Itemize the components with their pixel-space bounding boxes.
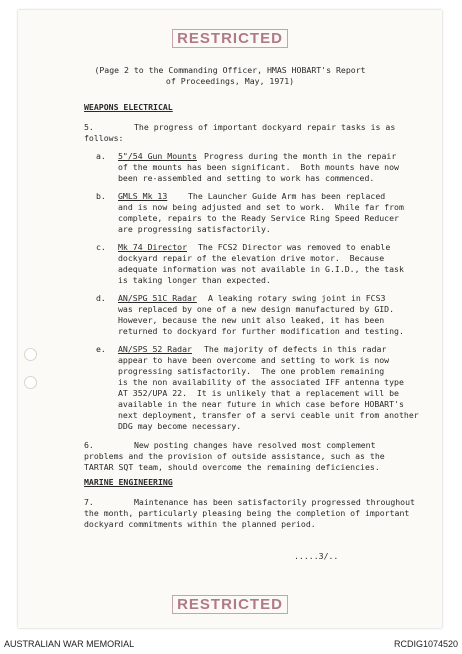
restricted-stamp-bottom: RESTRICTED — [18, 596, 442, 613]
punch-hole-icon — [24, 348, 37, 361]
item-line: are progressing satisfactorily. — [118, 224, 271, 234]
para7-line: Maintenance has been satisfactorily progressed throughout — [134, 497, 415, 507]
para6-number: 6. — [84, 440, 94, 450]
item-title: AN/SPG 51C Radar — [118, 293, 197, 303]
heading-line-2: of Proceedings, May, 1971) — [165, 76, 295, 86]
item-label: a. — [96, 151, 106, 161]
section-weapons-electrical: WEAPONS ELECTRICAL — [84, 102, 173, 112]
item-label: c. — [96, 242, 106, 252]
item-line: adequate information was not available in G.I.D., the task — [118, 264, 404, 274]
item-line: DDG may become necessary. — [118, 421, 242, 431]
restricted-stamp-top: RESTRICTED — [18, 30, 442, 47]
item-title: Mk 74 Director — [118, 242, 188, 252]
footer-source: AUSTRALIAN WAR MEMORIAL — [4, 639, 135, 649]
item-line: Progress during the month in the repair — [204, 151, 397, 161]
item-line: returned to dockyard for further modification and testing. — [118, 326, 404, 336]
item-line: A leaking rotary swing joint in FCS3 — [208, 293, 386, 303]
item-line: was replaced by one of a new design manufactured by GID. — [118, 304, 395, 314]
item-line: available in the near future in which case before HOBART's — [118, 399, 404, 409]
item-line: next deployment, transfer of a servi ceable unit from another — [118, 410, 419, 420]
item-line: dockyard repair of the elevation drive motor. Because — [118, 253, 385, 263]
para7-number: 7. — [84, 497, 94, 507]
continuation-marker: .....3/.. — [294, 551, 339, 561]
item-line: of the mounts has been significant. Both mounts have now — [118, 162, 399, 172]
item-line: is taking longer than expected. — [118, 275, 271, 285]
item-line: and is now being adjusted and set to work. While far from — [118, 202, 404, 212]
heading-line-1: (Page 2 to the Commanding Officer, HMAS HOBART's Report — [94, 65, 366, 75]
item-title: AN/SPS 52 Radar — [118, 344, 192, 354]
para7-line: the month, particularly pleasing being the completion of important — [84, 508, 410, 518]
para5-line: follows: — [84, 133, 124, 143]
para6-line: problems and the provision of outside assistance, such as the — [84, 451, 385, 461]
section-marine-engineering: MARINE ENGINEERING — [84, 477, 173, 487]
item-line: complete, repairs to the Ready Service Ring Speed Reducer — [118, 213, 399, 223]
item-line: The majority of defects in this radar — [204, 344, 387, 354]
para5-line: The progress of important dockyard repair tasks is as — [134, 122, 396, 132]
item-line: However, because the new unit also leaked, it has been — [118, 315, 385, 325]
item-label: d. — [96, 293, 106, 303]
para6-line: New posting changes have resolved most complement — [134, 440, 376, 450]
footer-id: RCDIG1074520 — [393, 639, 458, 649]
item-line: The FCS2 Director was removed to enable — [198, 242, 391, 252]
para6-line: TARTAR SQT team, should overcome the remaining deficiencies. — [84, 462, 380, 472]
para5-number: 5. — [84, 122, 94, 132]
item-title: GMLS Mk 13 — [118, 191, 168, 201]
document-page — [18, 10, 442, 628]
item-line: is the non availability of the associated IFF antenna type — [118, 377, 404, 387]
para7-line: dockyard commitments within the planned period. — [84, 519, 316, 529]
item-label: b. — [96, 191, 106, 201]
item-label: e. — [96, 344, 106, 354]
item-line: AT 352/UPA 22. It is unlikely that a replacement will be — [118, 388, 399, 398]
item-title: 5"/54 Gun Mounts — [118, 151, 197, 161]
punch-hole-icon — [24, 376, 37, 389]
item-line: The Launcher Guide Arm has been replaced — [188, 191, 386, 201]
item-line: been re-assembled and setting to work has commenced. — [118, 173, 375, 183]
item-line: appear to have been overcome and setting to work is now — [118, 355, 390, 365]
item-line: progressing satisfactorily. The one problem remaining — [118, 366, 385, 376]
